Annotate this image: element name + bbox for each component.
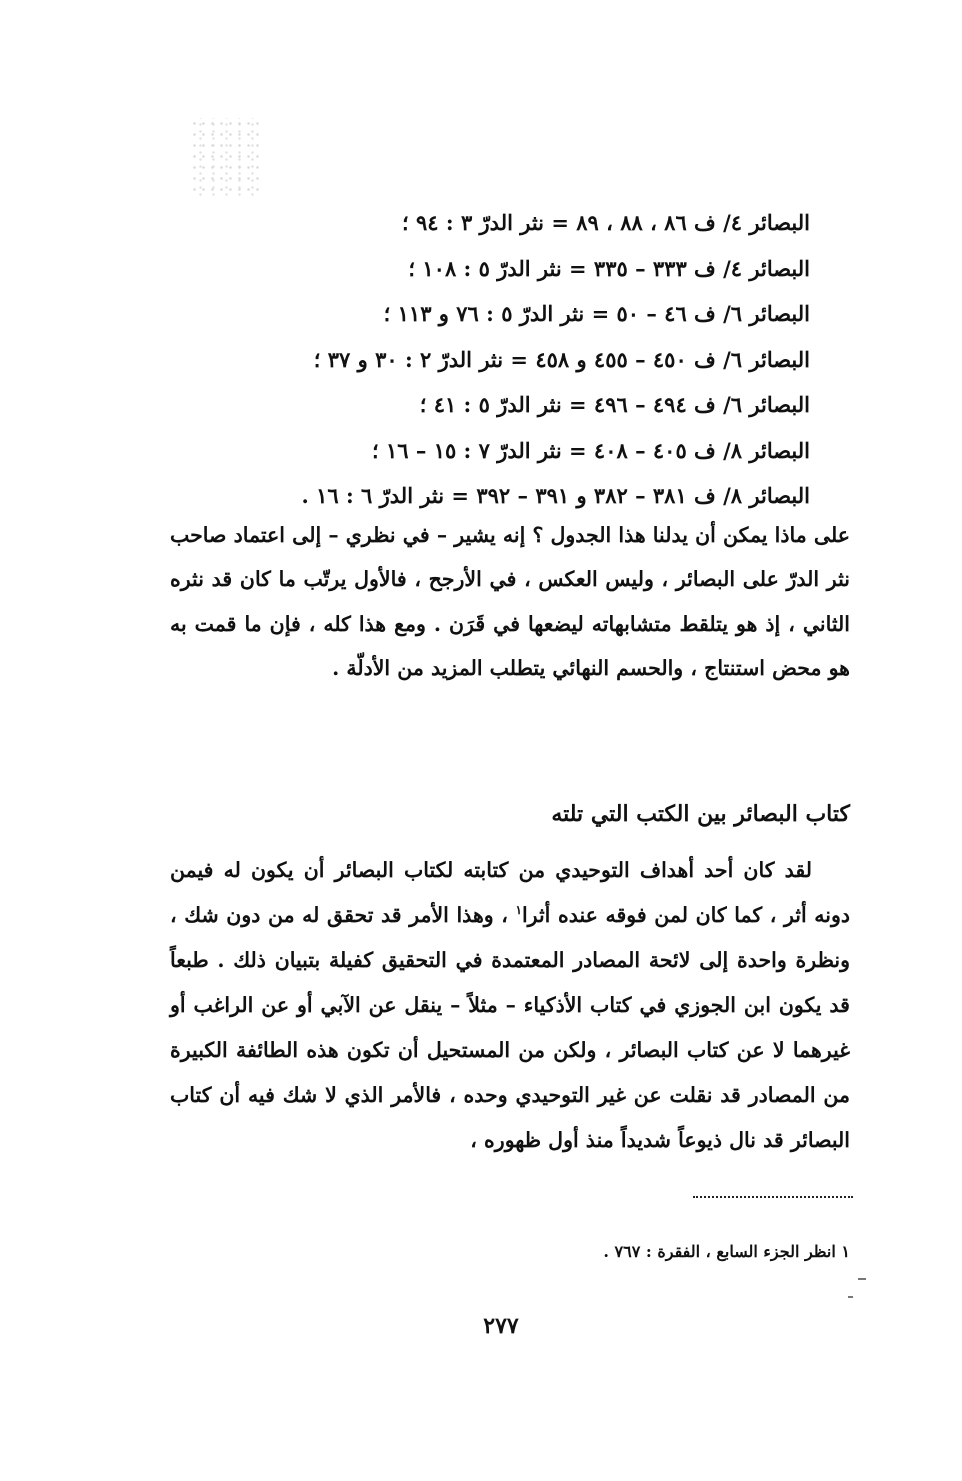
reference-line: البصائر ٤/ ف ٣٣٣ – ٣٣٥ = نثر الدرّ ٥ : ١٠٨ ؛: [408, 255, 810, 281]
reference-table: [170, 200, 810, 519]
reference-line: البصائر ٨/ ف ٣٨١ – ٣٨٢ و ٣٩١ – ٣٩٢ = نثر الدرّ ٦ : ١٦ .: [301, 483, 810, 508]
reference-line: البصائر ٨/ ف ٤٠٥ – ٤٠٨ = نثر الدرّ ٧ : ١٥ – ١٦ ؛: [372, 437, 810, 463]
reference-line: البصائر ٦/ ف ٤٩٤ – ٤٩٦ = نثر الدرّ ٥ : ٤١ ؛: [419, 392, 810, 417]
paragraph-table-interpretation: على ماذا يمكن أن يدلنا هذا الجدول ؟ إنه يشير – في نظري – إلى اعتماد صاحب نثر الدرّ على البصائر ، وليس العكس ، في الأرجح ، فالأول يرتّب ما كان قد نثره الثاني ، إذ هو يتلقط متشابهاته ليضعها في قَرَن . ومع هذا كله ، فإن ما قمت به هو محض استنتاج ، والحسم النهائي يتطلب المزيد من الأدلّة .: [170, 523, 850, 681]
footnote: ١ انظر الجزء السابع ، الفقرة : ٧٦٧ .: [603, 1242, 850, 1261]
paragraph-text-part2: ، وهذا الأمر قد تحقق له من دون شك ، ونظرة واحدة إلى لائحة المصادر المعتمدة في التحقيق كفيلة بتبيان ذلك . طبعاً قد يكون ابن الجوزي في كتاب الأذكياء – مثلاً – ينقل عن الآبي أو عن الراغب أو غيرهما لا عن كتاب البصائر ، ولكن من المستحيل أن تكون هذه الطائفة الكبيرة من المصادر قد نقلت عن غير التوحيدي وحده ، فالأمر الذي لا شك فيه أن كتاب البصائر قد نال ذيوعاً شديداً منذ أول ظهوره ،: [170, 903, 850, 1152]
reference-line: البصائر ٦/ ف ٤٦ – ٥٠ = نثر الدرّ ٥ : ٧٦ و ١١٣ ؛: [383, 301, 810, 326]
paragraph-influence: [170, 848, 850, 1163]
reference-line: البصائر ٤/ ف ٨٦ ، ٨٨ ، ٨٩ = نثر الدرّ ٣ : ٩٤ ؛: [402, 210, 810, 235]
page-number: ٢٧٧: [483, 1313, 519, 1339]
footnote-marker: ١: [515, 903, 522, 918]
footnote-separator: [693, 1196, 853, 1198]
paragraph-text-part1: لقد كان أحد أهداف التوحيدي من كتابته لكتاب البصائر أن يكون له فيمن دونه أثر ، كما كان لمن فوقه عنده أثرا: [170, 858, 851, 927]
scan-mark: [848, 1296, 853, 1298]
scan-speckle: [190, 118, 260, 198]
reference-line: البصائر ٦/ ف ٤٥٠ – ٤٥٥ و ٤٥٨ = نثر الدرّ ٢ : ٣٠ و ٣٧ ؛: [313, 346, 810, 372]
section-heading: كتاب البصائر بين الكتب التي تلته: [551, 801, 850, 827]
scan-mark: [858, 1278, 866, 1280]
